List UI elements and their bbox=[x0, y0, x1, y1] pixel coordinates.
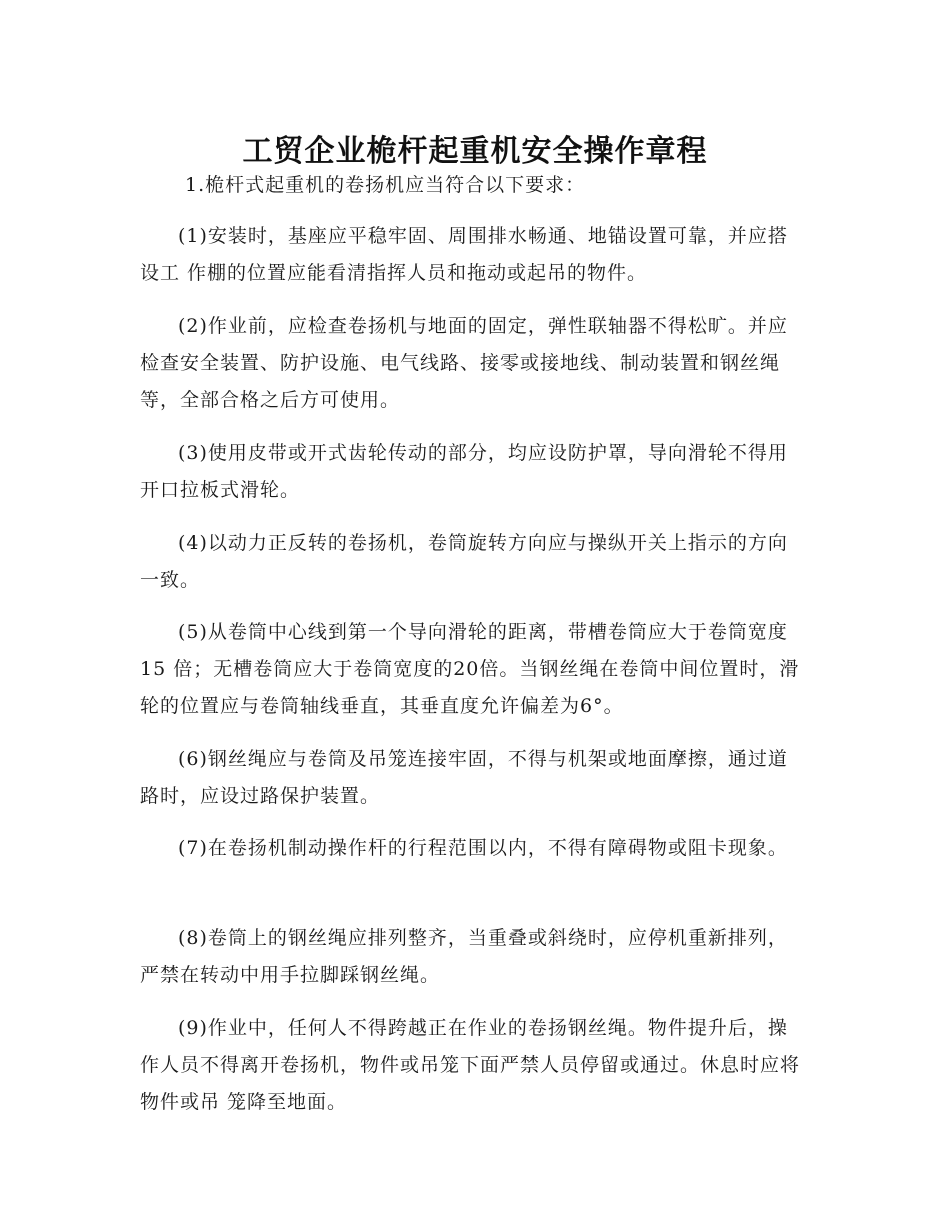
paragraph-item-4: (4)以动力正反转的卷扬机，卷筒旋转方向应与操纵开关上指示的方向一致。 bbox=[140, 532, 788, 591]
paragraph-item-2: (2)作业前，应检查卷扬机与地面的固定，弹性联轴器不得松旷。并应检查安全装置、防护设施、电气线路、接零或接地线、制动装置和钢丝绳等，全部合格之后方可使用。 bbox=[140, 315, 788, 411]
paragraph-item-1: (1)安装时，基座应平稳牢固、周围排水畅通、地锚设置可靠，并应搭设工 作棚的位置应能看清指挥人员和拖动或起吊的物件。 bbox=[140, 225, 788, 284]
document-title: 工贸企业桅杆起重机安全操作章程 bbox=[242, 134, 708, 170]
paragraph-item-7: (7)在卷扬机制动操作杆的行程范围以内，不得有障碍物或阻卡现象。 bbox=[178, 837, 788, 859]
paragraph-item-5: (5)从卷筒中心线到第一个导向滑轮的距离，带槽卷筒应大于卷筒宽度15 倍；无槽卷筒应大于卷筒宽度的20倍。当钢丝绳在卷筒中间位置时，滑轮的位置应与卷筒轴线垂直，其垂直度允许偏差为6°。 bbox=[140, 621, 800, 717]
section-heading: 1.桅杆式起重机的卷扬机应当符合以下要求： bbox=[185, 174, 586, 196]
paragraph-item-3: (3)使用皮带或开式齿轮传动的部分，均应设防护罩，导向滑轮不得用开口拉板式滑轮。 bbox=[140, 442, 788, 501]
paragraph-item-9: (9)作业中，任何人不得跨越正在作业的卷扬钢丝绳。物件提升后，操作人员不得离开卷扬机，物件或吊笼下面严禁人员停留或通过。休息时应将物件或吊 笼降至地面。 bbox=[140, 1017, 801, 1113]
paragraph-item-8: (8)卷筒上的钢丝绳应排列整齐，当重叠或斜绕时，应停机重新排列，严禁在转动中用手拉脚踩钢丝绳。 bbox=[140, 927, 788, 986]
paragraph-item-6: (6)钢丝绳应与卷筒及吊笼连接牢固，不得与机架或地面摩擦，通过道路时，应设过路保护装置。 bbox=[140, 748, 788, 807]
